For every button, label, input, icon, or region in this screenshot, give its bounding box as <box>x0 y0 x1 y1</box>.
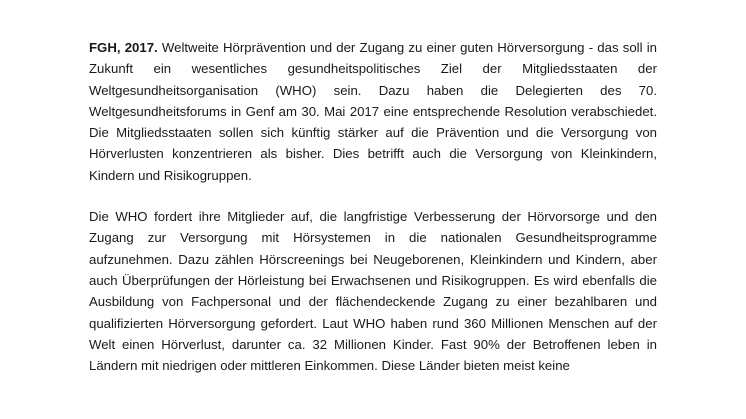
paragraph-1 <box>89 37 657 186</box>
paragraph-2 <box>89 206 657 376</box>
document-body <box>89 37 657 376</box>
dateline: FGH, 2017. <box>89 40 158 55</box>
paragraph-1-text: Weltweite Hörprävention und der Zugang zu einer guten Hörversorgung - das soll in Zukunft ein wesentliches gesundheitspolitisches Ziel der Mitgliedsstaaten der Weltgesundheitsorganisation (WHO) sein. Dazu haben die Delegierten des 70. Weltgesundheitsforums in Genf am 30. Mai 2017 eine entsprechende Resolution verabschiedet. Die Mitgliedsstaaten sollen sich künftig stärker auf die Prävention und die Versorgung von Hörverlusten konzentrieren als bisher. Dies betrifft auch die Versorgung von Kleinkindern, Kindern und Risikogruppen. <box>89 40 657 183</box>
paragraph-2-text: Die WHO fordert ihre Mitglieder auf, die langfristige Verbesserung der Hörvorsorge und den Zugang zur Versorgung mit Hörsystemen in die nationalen Gesundheitsprogramme aufzunehmen. Dazu zählen Hörscreenings bei Neugeborenen, Kleinkindern und Kindern, aber auch Überprüfungen der Hörleistung bei Erwachsenen und Risikogruppen. Es wird ebenfalls die Ausbildung von Fachpersonal und der flächendeckende Zugang zu einer bezahlbaren und qualifizierten Hörversorgung gefordert. Laut WHO haben rund 360 Millionen Menschen auf der Welt einen Hörverlust, darunter ca. 32 Millionen Kinder. Fast 90% der Betroffenen leben in Ländern mit niedrigen oder mittleren Einkommen. Diese Länder bieten meist keine <box>89 209 657 374</box>
